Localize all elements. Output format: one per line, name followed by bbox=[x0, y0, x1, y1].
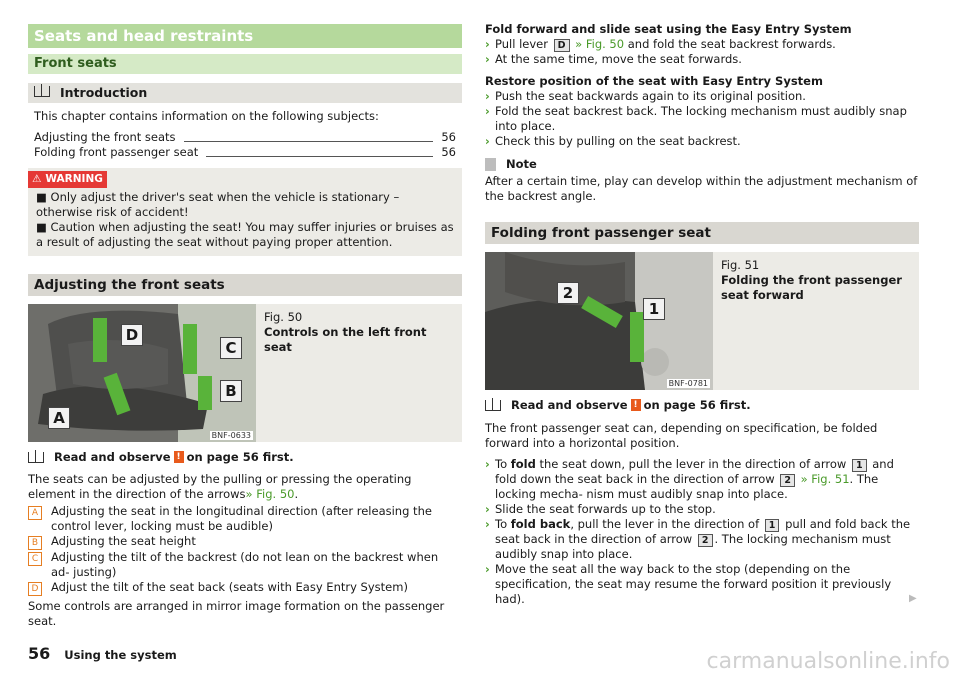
figure-50 bbox=[28, 304, 462, 442]
figure-51 bbox=[485, 252, 919, 390]
fold-step: › To fold the seat down, pull the lever in the direction of arrow 1 and fold down the seat back in the direction of arrow 2 » Fig. 51. The locking mecha- nism must audibly snap into place. bbox=[485, 457, 894, 501]
warning-title: ⚠ WARNING bbox=[28, 171, 107, 188]
intro-text: This chapter contains information on the following subjects: bbox=[34, 109, 379, 123]
warning-icon: ⚠ bbox=[32, 173, 42, 185]
restore-step: › Fold the seat backrest back. The locking mechanism must audibly snap into place. bbox=[485, 104, 907, 133]
callout-label: C bbox=[220, 337, 242, 359]
toc-item[interactable]: Adjusting the front seats 56 bbox=[34, 130, 456, 144]
intro-heading: Introduction bbox=[28, 83, 462, 103]
warning-icon: ! bbox=[174, 451, 184, 463]
fig-link[interactable]: » Fig. 51 bbox=[800, 472, 850, 486]
footer-title: Using the system bbox=[64, 648, 177, 662]
toc-item[interactable]: Folding front passenger seat 56 bbox=[34, 145, 456, 159]
seat-controls-image bbox=[28, 304, 256, 442]
fig-link[interactable]: » Fig. 50 bbox=[245, 487, 295, 501]
mirror-text: Some controls are arranged in mirror image formation on the passenger seat. bbox=[28, 599, 445, 628]
fold-step: › To fold back, pull the lever in the direction of 1 pull and fold back the seat back in the direction of arrow 2 . The locking mechanism must audibly snap into place. bbox=[485, 517, 911, 561]
restore-step: › Push the seat backwards again to its original position. bbox=[485, 89, 806, 103]
body-text: The front passenger seat can, depending on specification, be folded forward into a horizontal position. bbox=[485, 421, 878, 450]
warning-icon: ! bbox=[631, 399, 641, 411]
left-column bbox=[28, 0, 462, 629]
fold-step: › Move the seat all the way back to the stop (depending on the specification, the seat may resume the forward position it previously had). bbox=[485, 562, 892, 606]
body-text: The seats can be adjusted by the pulling or pressing the operating element in the direction of the arrows» Fig. 50. bbox=[28, 472, 412, 501]
read-observe: Read and observe ! on page 56 first. bbox=[485, 398, 919, 412]
legend-item: D Adjust the tilt of the seat back (seats with Easy Entry System) bbox=[28, 580, 456, 596]
book-icon bbox=[28, 452, 44, 463]
legend-item: C Adjusting the tilt of the backrest (do not lean on the backrest when ad- justing) bbox=[28, 550, 456, 580]
watermark: carmanualsonline.info bbox=[706, 649, 950, 674]
callout-label: 1 bbox=[643, 298, 665, 320]
book-icon bbox=[34, 86, 50, 97]
chapter-title: Seats and head restraints bbox=[28, 24, 462, 48]
fig-link[interactable]: » Fig. 50 bbox=[575, 37, 625, 51]
passenger-heading: Folding front passenger seat bbox=[485, 222, 919, 244]
restore-step: › Check this by pulling on the seat backrest. bbox=[485, 134, 741, 148]
fold-step: › At the same time, move the seat forwards. bbox=[485, 52, 742, 66]
passenger-seat-image bbox=[485, 252, 713, 390]
warning-item: ■ Caution when adjusting the seat! You may suffer injuries or bruises as a result of adjusting the seat without paying proper attention. bbox=[36, 220, 454, 249]
note-text: After a certain time, play can develop within the adjustment mechanism of the backrest angle. bbox=[485, 174, 918, 203]
callout-label: 2 bbox=[557, 282, 579, 304]
figure-caption: Fig. 51 Folding the front passenger seat forward bbox=[713, 252, 919, 390]
legend-item: A Adjusting the seat in the longitudinal direction (after releasing the control lever, locking must be audible) bbox=[28, 504, 456, 534]
fold-step: › Slide the seat forwards up to the stop. bbox=[485, 502, 716, 516]
figure-code: BNF-0781 bbox=[668, 379, 708, 388]
restore-title: Restore position of the seat with Easy Entry System bbox=[485, 74, 823, 88]
warning-item: ■ Only adjust the driver's seat when the vehicle is stationary – otherwise risk of accident! bbox=[36, 190, 400, 219]
page-footer bbox=[28, 644, 177, 663]
fold-step: › Pull lever D » Fig. 50 and fold the seat backrest forwards. bbox=[485, 37, 836, 51]
continue-icon: ▶ bbox=[909, 593, 917, 604]
figure-caption: Fig. 50 Controls on the left front seat bbox=[256, 304, 462, 442]
callout-label: D bbox=[121, 324, 143, 346]
fold-title: Fold forward and slide seat using the Easy Entry System bbox=[485, 22, 852, 36]
book-icon bbox=[485, 400, 501, 411]
warning-box bbox=[28, 168, 462, 256]
note-icon bbox=[485, 158, 496, 171]
page-number: 56 bbox=[28, 644, 51, 663]
callout-label: A bbox=[48, 407, 70, 429]
adjust-heading: Adjusting the front seats bbox=[28, 274, 462, 296]
legend-item: B Adjusting the seat height bbox=[28, 534, 456, 550]
callout-label: B bbox=[220, 380, 242, 402]
figure-code: BNF-0633 bbox=[211, 431, 251, 440]
section-title: Front seats bbox=[28, 54, 462, 74]
read-observe: Read and observe ! on page 56 first. bbox=[28, 450, 462, 464]
right-column bbox=[485, 0, 919, 607]
note-heading: Note bbox=[485, 157, 919, 171]
